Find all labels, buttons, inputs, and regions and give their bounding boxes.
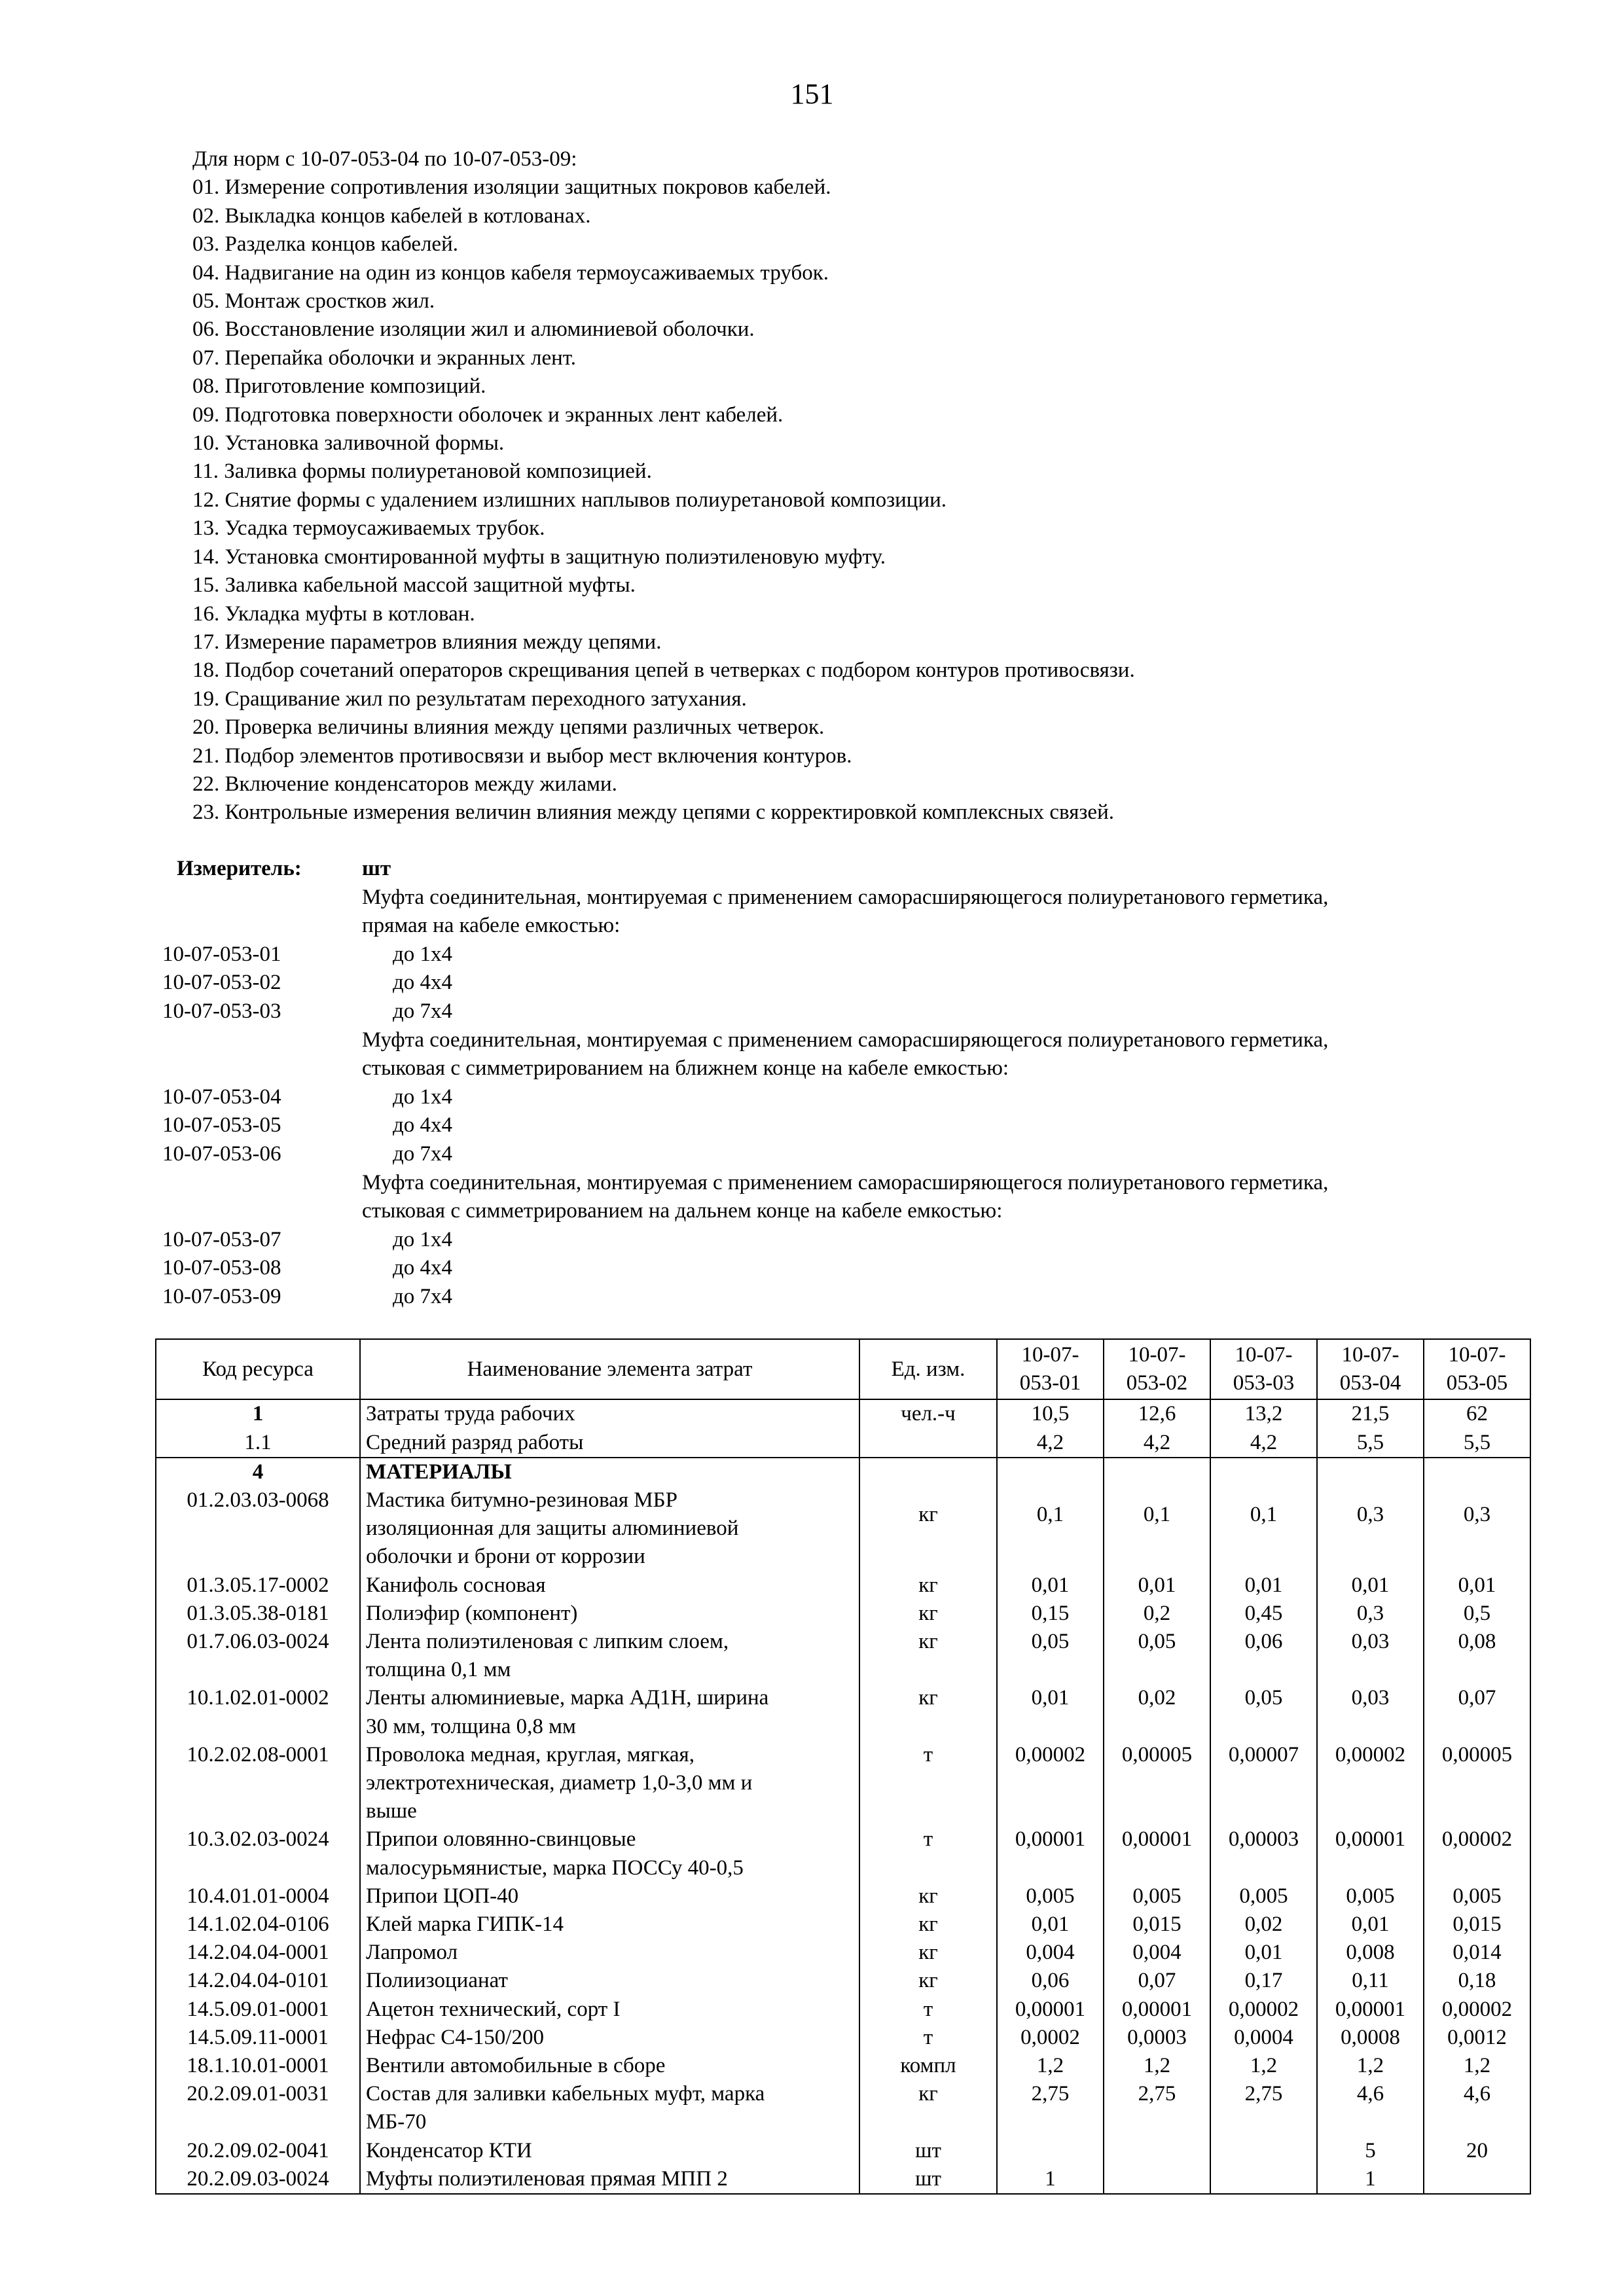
- measure-group-description: [162, 884, 1524, 912]
- resource-name-line: электротехническая, диаметр 1,0-3,0 мм и: [366, 1771, 753, 1795]
- measure-group-description: [162, 912, 1524, 941]
- resource-value-col-1: 1,2: [997, 2052, 1104, 2080]
- work-list-item: 19. Сращивание жил по результатам переходного затухания.: [192, 687, 747, 711]
- norm-item: [162, 1083, 1524, 1112]
- resource-value-col-4: 4,6: [1317, 2080, 1424, 2136]
- resource-value-col-5: 0,5: [1424, 1600, 1530, 1628]
- resource-name: Канифоль сосновая: [360, 1571, 859, 1600]
- resource-name: Клей марка ГИПК-14: [360, 1910, 859, 1939]
- norm-code: 10-07-053-05: [162, 1113, 281, 1138]
- resource-name-line: Лента полиэтиленовая с липким слоем,: [366, 1630, 729, 1654]
- norm-capacity: до 7х4: [393, 1141, 453, 1166]
- measure-group-description: [162, 1054, 1524, 1083]
- work-list-item: 02. Выкладка концов кабелей в котлованах.: [192, 204, 591, 228]
- table-row: [156, 1458, 1530, 1486]
- resource-unit: [859, 1429, 997, 1458]
- resource-code: 10.3.02.03-0024: [156, 1825, 360, 1882]
- resource-code: 20.2.09.02-0041: [156, 2137, 360, 2165]
- resource-value-col-3: 1,2: [1210, 2052, 1317, 2080]
- work-list-intro: Для норм с 10-07-053-04 по 10-07-053-09:: [192, 147, 577, 171]
- measure-description-line: прямая на кабеле емкостью:: [362, 914, 621, 938]
- resource-value-col-1: 0,15: [997, 1600, 1104, 1628]
- resource-value-col-1: [997, 1458, 1104, 1486]
- resource-value-col-3: 0,00003: [1210, 1825, 1317, 1882]
- table-row: [156, 1741, 1530, 1826]
- measure-label: Измеритель:: [177, 857, 302, 880]
- resource-value-col-4: 21,5: [1317, 1399, 1424, 1428]
- resource-value-col-2: 0,015: [1104, 1910, 1210, 1939]
- resource-value-col-2: 0,01: [1104, 1571, 1210, 1600]
- work-list-item: 13. Усадка термоусаживаемых трубок.: [192, 516, 545, 541]
- resource-unit: кг: [859, 1939, 997, 1967]
- resource-code: 1: [156, 1399, 360, 1428]
- header-unit: Ед. изм.: [859, 1339, 997, 1399]
- table-row: [156, 1996, 1530, 2024]
- resource-value-col-2: 0,005: [1104, 1882, 1210, 1910]
- work-list-item: 12. Снятие формы с удалением излишних наплывов полиуретановой композиции.: [192, 488, 947, 512]
- resource-unit: кг: [859, 1571, 997, 1600]
- resource-value-col-2: 2,75: [1104, 2080, 1210, 2136]
- resource-value-col-1: 0,05: [997, 1628, 1104, 1684]
- measure-section: [162, 855, 1524, 1312]
- table-row: [156, 1628, 1530, 1684]
- resource-name-line: толщина 0,1 мм: [366, 1658, 511, 1682]
- resource-name: [360, 1825, 859, 1882]
- norm-capacity: до 1х4: [393, 1227, 453, 1251]
- work-list-item: 11. Заливка формы полиуретановой композицией.: [192, 459, 652, 484]
- resource-value-col-2: 0,0003: [1104, 2024, 1210, 2052]
- resource-code: 14.2.04.04-0101: [156, 1967, 360, 1995]
- table-row: [156, 1939, 1530, 1967]
- work-list-item: 23. Контрольные измерения величин влияния между цепями с корректировкой комплексных связей.: [192, 800, 1114, 825]
- resource-code: 20.2.09.03-0024: [156, 2165, 360, 2194]
- resource-name: Вентили автомобильные в сборе: [360, 2052, 859, 2080]
- resource-value-col-1: 0,004: [997, 1939, 1104, 1967]
- measure-description-line: стыковая с симметрированием на ближнем конце на кабеле емкостью:: [362, 1056, 1009, 1081]
- resource-code: 01.2.03.03-0068: [156, 1486, 360, 1571]
- resource-code: 4: [156, 1458, 360, 1486]
- work-list-item: 22. Включение конденсаторов между жилами.: [192, 772, 617, 796]
- table-row: [156, 2080, 1530, 2136]
- resource-name: Ацетон технический, сорт I: [360, 1996, 859, 2024]
- resource-name: [360, 2080, 859, 2136]
- resource-value-col-5: 0,014: [1424, 1939, 1530, 1967]
- resource-value-col-4: 5,5: [1317, 1429, 1424, 1458]
- resource-value-col-4: 0,03: [1317, 1628, 1424, 1684]
- resource-unit: компл: [859, 2052, 997, 2080]
- table-header-row: [156, 1339, 1530, 1399]
- resource-unit: кг: [859, 1967, 997, 1995]
- resource-name: Полиизоцианат: [360, 1967, 859, 1995]
- resource-name-line: Ленты алюминиевые, марка АД1Н, ширина: [366, 1686, 769, 1710]
- resource-name-line: 30 мм, толщина 0,8 мм: [366, 1714, 576, 1738]
- resource-value-col-1: 0,0002: [997, 2024, 1104, 2052]
- measure-group-description: [162, 1197, 1524, 1226]
- resource-name: [360, 1741, 859, 1826]
- norm-capacity: до 7х4: [393, 999, 453, 1023]
- resource-code: 20.2.09.01-0031: [156, 2080, 360, 2136]
- resource-name-line: Припои оловянно-свинцовые: [366, 1827, 636, 1852]
- resource-unit: кг: [859, 2080, 997, 2136]
- work-list-item: 21. Подбор элементов противосвязи и выбор мест включения контуров.: [192, 744, 852, 768]
- resource-name-line: МБ-70: [366, 2110, 427, 2134]
- resource-value-col-5: 62: [1424, 1399, 1530, 1428]
- resource-name-line: изоляционная для защиты алюминиевой: [366, 1516, 739, 1541]
- resource-code: 14.5.09.01-0001: [156, 1996, 360, 2024]
- resource-value-col-1: 0,005: [997, 1882, 1104, 1910]
- resource-name-line: Состав для заливки кабельных муфт, марка: [366, 2082, 765, 2106]
- resource-name-line: малосурьмянистые, марка ПОССу 40-0,5: [366, 1856, 744, 1880]
- resource-value-col-3: [1210, 2137, 1317, 2165]
- work-list-item: 01. Измерение сопротивления изоляции защитных покровов кабелей.: [192, 175, 831, 200]
- resource-unit: кг: [859, 1684, 997, 1740]
- resource-value-col-3: 0,17: [1210, 1967, 1317, 1995]
- work-list-item: 04. Надвигание на один из концов кабеля термоусаживаемых трубок.: [192, 260, 829, 285]
- resource-value-col-2: 0,05: [1104, 1628, 1210, 1684]
- resource-value-col-4: 0,008: [1317, 1939, 1424, 1967]
- norm-capacity: до 4х4: [393, 1256, 453, 1280]
- resource-value-col-4: 1: [1317, 2165, 1424, 2194]
- resource-unit: т: [859, 1741, 997, 1826]
- resource-value-col-1: 0,01: [997, 1571, 1104, 1600]
- measure-description-line: Муфта соединительная, монтируемая с применением саморасширяющегося полиуретанового герметика,: [362, 1028, 1329, 1052]
- work-list-item: 10. Установка заливочной формы.: [192, 431, 505, 456]
- resource-value-col-5: 4,6: [1424, 2080, 1530, 2136]
- norm-capacity: до 7х4: [393, 1284, 453, 1308]
- resource-value-col-2: 0,07: [1104, 1967, 1210, 1995]
- norm-item: [162, 969, 1524, 997]
- resource-table: [155, 1338, 1531, 2195]
- resource-code: 01.7.06.03-0024: [156, 1628, 360, 1684]
- table-row: [156, 1600, 1530, 1628]
- resource-unit: т: [859, 2024, 997, 2052]
- resource-value-col-3: 0,1: [1210, 1486, 1317, 1571]
- norm-code: 10-07-053-08: [162, 1256, 281, 1280]
- resource-value-col-4: 0,3: [1317, 1486, 1424, 1571]
- resource-unit: т: [859, 1825, 997, 1882]
- resource-value-col-2: 4,2: [1104, 1429, 1210, 1458]
- resource-value-col-4: 0,11: [1317, 1967, 1424, 1995]
- resource-value-col-5: 0,00002: [1424, 1996, 1530, 2024]
- header-col-2: 10-07- 053-02: [1104, 1339, 1210, 1399]
- resource-value-col-3: [1210, 2165, 1317, 2194]
- norm-code: 10-07-053-07: [162, 1227, 281, 1251]
- header-code: Код ресурса: [156, 1339, 360, 1399]
- resource-value-col-2: 0,00001: [1104, 1825, 1210, 1882]
- norm-item: [162, 1283, 1524, 1312]
- resource-value-col-2: 0,02: [1104, 1684, 1210, 1740]
- resource-code: 10.4.01.01-0004: [156, 1882, 360, 1910]
- resource-value-col-3: 0,005: [1210, 1882, 1317, 1910]
- resource-value-col-1: 0,00001: [997, 1825, 1104, 1882]
- resource-value-col-4: 5: [1317, 2137, 1424, 2165]
- resource-value-col-2: 1,2: [1104, 2052, 1210, 2080]
- resource-value-col-4: 0,00001: [1317, 1996, 1424, 2024]
- resource-name-line: Проволока медная, круглая, мягкая,: [366, 1742, 695, 1767]
- resource-unit: кг: [859, 1628, 997, 1684]
- table-row: [156, 2052, 1530, 2080]
- resource-value-col-3: 0,0004: [1210, 2024, 1317, 2052]
- resource-name-line: Мастика битумно-резиновая МБР: [366, 1488, 677, 1513]
- work-list-item: 06. Восстановление изоляции жил и алюминиевой оболочки.: [192, 317, 755, 342]
- resource-value-col-4: 0,03: [1317, 1684, 1424, 1740]
- resource-value-col-1: 1: [997, 2165, 1104, 2194]
- norm-item: [162, 1226, 1524, 1255]
- table-row: [156, 2165, 1530, 2194]
- resource-unit: кг: [859, 1600, 997, 1628]
- resource-code: 18.1.10.01-0001: [156, 2052, 360, 2080]
- resource-value-col-1: 0,06: [997, 1967, 1104, 1995]
- resource-unit: т: [859, 1996, 997, 2024]
- header-col-3: 10-07- 053-03: [1210, 1339, 1317, 1399]
- header-col-5: 10-07- 053-05: [1424, 1339, 1530, 1399]
- table-row: [156, 1910, 1530, 1939]
- resource-name: Лапромол: [360, 1939, 859, 1967]
- table-row: [156, 1882, 1530, 1910]
- resource-value-col-3: 0,05: [1210, 1684, 1317, 1740]
- norm-code: 10-07-053-03: [162, 999, 281, 1023]
- resource-unit: кг: [859, 1486, 997, 1571]
- resource-value-col-2: 0,2: [1104, 1600, 1210, 1628]
- measure-group-description: [162, 1169, 1524, 1198]
- resource-value-col-3: 0,45: [1210, 1600, 1317, 1628]
- resource-value-col-2: 0,00001: [1104, 1996, 1210, 2024]
- table-row: [156, 1825, 1530, 1882]
- work-list-item: 08. Приготовление композиций.: [192, 374, 486, 399]
- resource-value-col-1: 4,2: [997, 1429, 1104, 1458]
- norm-capacity: до 4х4: [393, 1113, 453, 1138]
- resource-value-col-4: 0,01: [1317, 1571, 1424, 1600]
- norm-code: 10-07-053-02: [162, 971, 281, 995]
- resource-unit: кг: [859, 1910, 997, 1939]
- resource-code: 01.3.05.17-0002: [156, 1571, 360, 1600]
- resource-value-col-3: 4,2: [1210, 1429, 1317, 1458]
- header-col-4: 10-07- 053-04: [1317, 1339, 1424, 1399]
- resource-value-col-3: 13,2: [1210, 1399, 1317, 1428]
- resource-value-col-5: 0,015: [1424, 1910, 1530, 1939]
- resource-value-col-5: 0,00002: [1424, 1825, 1530, 1882]
- resource-value-col-4: 0,00002: [1317, 1741, 1424, 1826]
- resource-value-col-4: 0,005: [1317, 1882, 1424, 1910]
- norm-item: [162, 941, 1524, 969]
- table-row: [156, 1429, 1530, 1458]
- measure-group-description: [162, 1026, 1524, 1055]
- resource-value-col-1: 10,5: [997, 1399, 1104, 1428]
- resource-value-col-4: 0,3: [1317, 1600, 1424, 1628]
- resource-code: 14.5.09.11-0001: [156, 2024, 360, 2052]
- resource-value-col-1: 0,1: [997, 1486, 1104, 1571]
- header-name: Наименование элемента затрат: [360, 1339, 859, 1399]
- page-number: 151: [790, 78, 834, 110]
- resource-value-col-5: 0,18: [1424, 1967, 1530, 1995]
- resource-value-col-2: [1104, 1458, 1210, 1486]
- resource-value-col-1: 0,01: [997, 1910, 1104, 1939]
- resource-code: 01.3.05.38-0181: [156, 1600, 360, 1628]
- resource-value-col-1: 0,00002: [997, 1741, 1104, 1826]
- norm-item: [162, 997, 1524, 1026]
- measure-description-line: стыковая с симметрированием на дальнем конце на кабеле емкостью:: [362, 1199, 1003, 1223]
- resource-value-col-5: 0,005: [1424, 1882, 1530, 1910]
- resource-value-col-5: 0,01: [1424, 1571, 1530, 1600]
- resource-value-col-3: [1210, 1458, 1317, 1486]
- measure-description-line: Муфта соединительная, монтируемая с применением саморасширяющегося полиуретанового герметика,: [362, 1170, 1329, 1194]
- norm-capacity: до 1х4: [393, 1085, 453, 1109]
- resource-name: [360, 1486, 859, 1571]
- resource-value-col-3: 0,01: [1210, 1939, 1317, 1967]
- table-row: [156, 1399, 1530, 1428]
- table-row: [156, 1486, 1530, 1571]
- norm-item: [162, 1111, 1524, 1140]
- resource-code: 14.2.04.04-0001: [156, 1939, 360, 1967]
- resource-name: МАТЕРИАЛЫ: [360, 1458, 859, 1486]
- table-row: [156, 1967, 1530, 1995]
- resource-value-col-4: 0,01: [1317, 1910, 1424, 1939]
- norm-item: [162, 1140, 1524, 1169]
- resource-unit: шт: [859, 2137, 997, 2165]
- resource-value-col-1: 2,75: [997, 2080, 1104, 2136]
- resource-unit: кг: [859, 1882, 997, 1910]
- resource-value-col-2: 12,6: [1104, 1399, 1210, 1428]
- resource-value-col-2: [1104, 2137, 1210, 2165]
- resource-name: Средний разряд работы: [360, 1429, 859, 1458]
- measure-unit-row: [162, 855, 1524, 884]
- table-row: [156, 2024, 1530, 2052]
- header-col-1: 10-07- 053-01: [997, 1339, 1104, 1399]
- resource-name: Нефрас С4-150/200: [360, 2024, 859, 2052]
- table-row: [156, 2137, 1530, 2165]
- resource-value-col-4: 0,0008: [1317, 2024, 1424, 2052]
- resource-value-col-4: 0,00001: [1317, 1825, 1424, 1882]
- norm-code: 10-07-053-04: [162, 1085, 281, 1109]
- resource-value-col-4: [1317, 1458, 1424, 1486]
- table-row: [156, 1684, 1530, 1740]
- resource-name: Затраты труда рабочих: [360, 1399, 859, 1428]
- resource-value-col-5: 0,07: [1424, 1684, 1530, 1740]
- measure-description-line: Муфта соединительная, монтируемая с применением саморасширяющегося полиуретанового герметика,: [362, 885, 1329, 909]
- work-list-item: 17. Измерение параметров влияния между цепями.: [192, 630, 662, 654]
- resource-code: 1.1: [156, 1429, 360, 1458]
- resource-value-col-5: [1424, 2165, 1530, 2194]
- resource-code: 14.1.02.04-0106: [156, 1910, 360, 1939]
- work-list-item: 14. Установка смонтированной муфты в защитную полиэтиленовую муфту.: [192, 545, 886, 569]
- norm-code: 10-07-053-06: [162, 1141, 281, 1166]
- resource-value-col-5: [1424, 1458, 1530, 1486]
- work-list-item: 07. Перепайка оболочки и экранных лент.: [192, 346, 576, 370]
- resource-name: Муфты полиэтиленовая прямая МПП 2: [360, 2165, 859, 2194]
- resource-value-col-5: 1,2: [1424, 2052, 1530, 2080]
- resource-value-col-2: 0,00005: [1104, 1741, 1210, 1826]
- resource-value-col-3: 0,01: [1210, 1571, 1317, 1600]
- resource-value-col-1: 0,01: [997, 1684, 1104, 1740]
- work-list-item: 05. Монтаж сростков жил.: [192, 289, 435, 314]
- norm-item: [162, 1254, 1524, 1283]
- measure-unit: шт: [362, 857, 391, 880]
- resource-value-col-2: 0,004: [1104, 1939, 1210, 1967]
- resource-name: Конденсатор КТИ: [360, 2137, 859, 2165]
- resource-value-col-5: 0,00005: [1424, 1741, 1530, 1826]
- resource-value-col-2: 0,1: [1104, 1486, 1210, 1571]
- resource-value-col-3: 0,00002: [1210, 1996, 1317, 2024]
- work-list-item: 03. Разделка концов кабелей.: [192, 232, 458, 257]
- work-list-item: 16. Укладка муфты в котлован.: [192, 601, 475, 626]
- resource-code: 10.1.02.01-0002: [156, 1684, 360, 1740]
- resource-value-col-5: 20: [1424, 2137, 1530, 2165]
- norm-capacity: до 1х4: [393, 942, 453, 966]
- work-list-item: 20. Проверка величины влияния между цепями различных четверок.: [192, 715, 825, 740]
- resource-value-col-5: 0,3: [1424, 1486, 1530, 1571]
- resource-value-col-4: 1,2: [1317, 2052, 1424, 2080]
- resource-value-col-1: [997, 2137, 1104, 2165]
- resource-unit: [859, 1458, 997, 1486]
- resource-name: Полиэфир (компонент): [360, 1600, 859, 1628]
- resource-value-col-3: 2,75: [1210, 2080, 1317, 2136]
- resource-name-line: оболочки и брони от коррозии: [366, 1545, 645, 1569]
- resource-value-col-2: [1104, 2165, 1210, 2194]
- norm-code: 10-07-053-09: [162, 1284, 281, 1308]
- resource-value-col-3: 0,06: [1210, 1628, 1317, 1684]
- resource-value-col-5: 5,5: [1424, 1429, 1530, 1458]
- resource-value-col-3: 0,00007: [1210, 1741, 1317, 1826]
- resource-name: [360, 1628, 859, 1684]
- resource-name: Припои ЦОП-40: [360, 1882, 859, 1910]
- resource-value-col-5: 0,08: [1424, 1628, 1530, 1684]
- resource-value-col-3: 0,02: [1210, 1910, 1317, 1939]
- work-list-item: 18. Подбор сочетаний операторов скрещивания цепей в четверках с подбором контуров противосвязи.: [192, 658, 1135, 683]
- work-list-item: 09. Подготовка поверхности оболочек и экранных лент кабелей.: [192, 403, 784, 427]
- resource-value-col-5: 0,0012: [1424, 2024, 1530, 2052]
- resource-name-line: выше: [366, 1799, 417, 1823]
- norm-code: 10-07-053-01: [162, 942, 281, 966]
- norm-capacity: до 4х4: [393, 971, 453, 995]
- work-composition-list: [192, 145, 1436, 827]
- resource-unit: шт: [859, 2165, 997, 2194]
- resource-value-col-1: 0,00001: [997, 1996, 1104, 2024]
- resource-code: 10.2.02.08-0001: [156, 1741, 360, 1826]
- work-list-item: 15. Заливка кабельной массой защитной муфты.: [192, 573, 636, 598]
- resource-unit: чел.-ч: [859, 1399, 997, 1428]
- table-row: [156, 1571, 1530, 1600]
- resource-name: [360, 1684, 859, 1740]
